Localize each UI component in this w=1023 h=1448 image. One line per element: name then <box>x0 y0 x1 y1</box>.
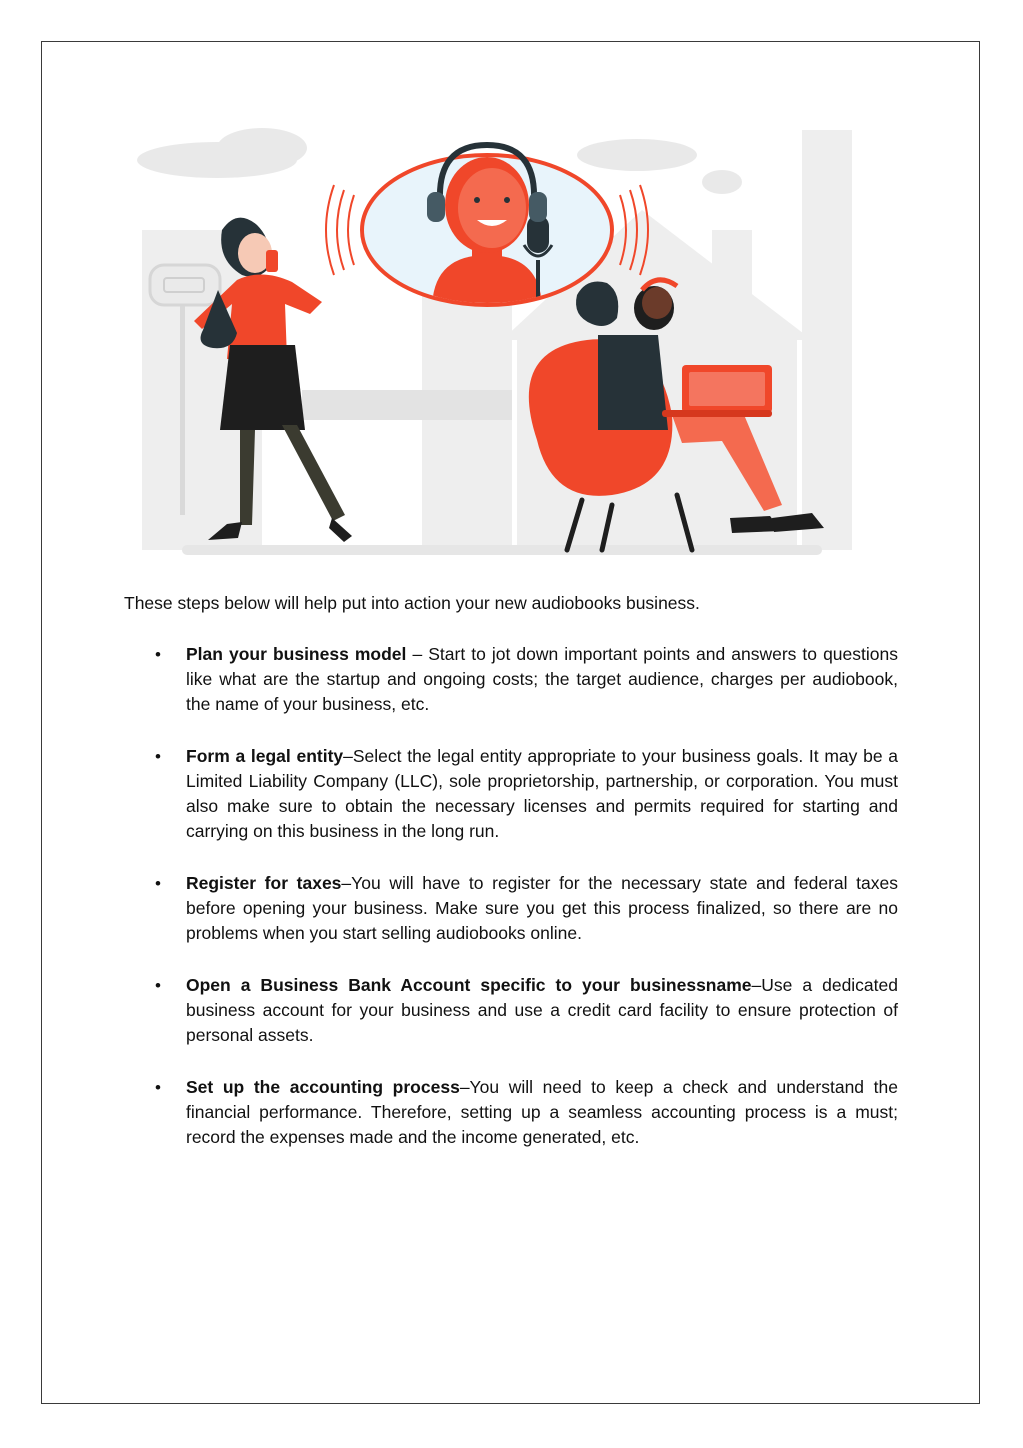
list-item <box>155 1075 898 1150</box>
step-separator: – <box>459 1077 470 1097</box>
bullet-icon: • <box>155 747 161 766</box>
bullet-icon: • <box>155 1078 161 1097</box>
list-item <box>155 871 898 946</box>
step-title: Form a legal entity <box>186 746 344 766</box>
step-separator: – <box>406 644 429 664</box>
bullet-icon: • <box>155 874 161 893</box>
audiobook-illustration <box>122 120 862 570</box>
list-item <box>155 973 898 1048</box>
bullet-icon: • <box>155 976 161 995</box>
step-title: Register for taxes <box>186 873 342 893</box>
step-description: Select the legal entity appropriate to your business goals. It may be a Limited Liability Company (LLC), sole proprietorship, partnership, or corporation. You must also make sure to obtain the necessary licenses and permits required for starting and carrying on this business in the long run. <box>186 746 898 841</box>
step-description: Use a dedicated business account for your business and use a credit card facility to ensure protection of personal assets. <box>186 975 898 1045</box>
bullet-icon: • <box>155 645 161 664</box>
list-item <box>155 642 898 717</box>
step-description: You will need to keep a check and understand the financial performance. Therefore, setting up a seamless accounting process is a must; record the expenses made and the income generated, etc. <box>186 1077 898 1147</box>
step-title: Plan your business model <box>186 644 407 664</box>
step-description: You will have to register for the necessary state and federal taxes before opening your business. Make sure you get this process finalized, so there are no problems when you start selling audiobooks online. <box>186 873 898 943</box>
intro-text: These steps below will help put into action your new audiobooks business. <box>124 593 700 613</box>
step-separator: – <box>343 746 353 766</box>
list-item <box>155 744 898 844</box>
steps-list <box>155 642 898 1177</box>
step-description: Start to jot down important points and answers to questions like what are the startup and ongoing costs; the target audience, charges per audiobook, the name of your business, etc. <box>186 644 898 714</box>
step-separator: – <box>751 975 762 995</box>
step-separator: – <box>341 873 352 893</box>
step-title: Set up the accounting process <box>186 1077 460 1097</box>
step-title: Open a Business Bank Account specific to your businessname <box>186 975 752 995</box>
